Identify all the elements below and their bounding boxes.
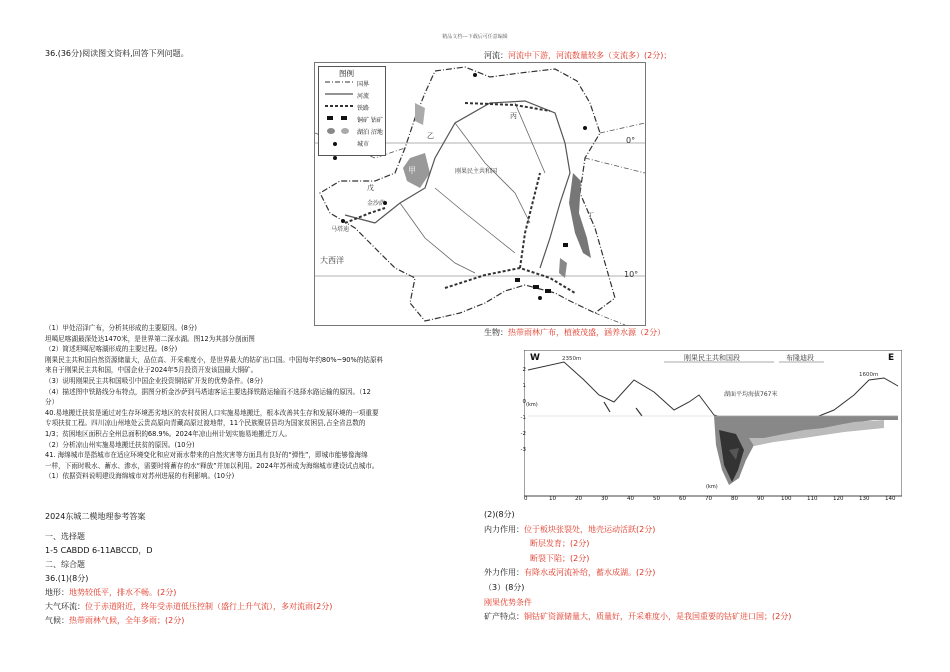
internal-answer-1: 位于板块张裂处，地壳运动活跃(2分) [524,524,656,534]
x-tick: 130 [859,496,870,502]
lat-10-label: 10° [624,270,639,279]
x-tick: 20 [575,496,582,502]
x-tick: 0 [524,496,528,502]
external-label: 外力作用： [484,568,524,578]
country1-label: 刚果民主共和国段 [684,354,740,362]
y-tick: -3 [520,447,526,453]
profile-svg [524,350,902,506]
internal-answer-2: 断层发育；(2分) [530,539,590,549]
legend-city: 城市 [357,141,370,148]
question-line: 41. 海绵城市是指城市在适应环境变化和应对雨水带来的自然灾害等方面具有良好的“弹性”，即城市能够像海绵 [45,451,368,460]
legend-railway: 铁路 [357,105,370,112]
bing-label: 丙 [510,112,517,120]
climate-answer: 热带雨林气候，全年多雨；(2分) [69,616,185,625]
copper-mine [545,289,551,293]
river-label: 河流： [484,51,508,60]
circulation-answer: 位于赤道附近，终年受赤道低压控制（盛行上升气流），多对流雨(2分) [85,602,333,611]
mineral-label: 矿产特点： [484,612,524,622]
terrain-answer: 地势较低平，排水不畅。(2分) [69,588,177,597]
question-line: 来自于刚果民主共和国，中国企业于2024年5月投资开发该国最大铜矿。 [45,366,258,375]
section-comprehensive: 二、综合题 [45,560,85,569]
kinshasa-label: 金沙萨 [367,200,386,207]
east-label: E [888,353,895,363]
question-line: （2）简述坦噶尼喀湖形成的主要过程。(8分) [45,345,178,354]
answer-block-left [45,510,332,628]
mineral-answer: 铜钴矿资源储量大，质量好，开采难度小，是我国重要的钴矿进口国；(2分) [524,612,792,622]
question-line: 刚果民主共和国自然资源储量大，品位高、开采难度小，是世界最大的钴矿出口国。中国每年约80%~90%的钴原料 [45,355,384,364]
x-tick: 140 [885,496,896,502]
matadi-label: 马塔迪 [331,226,350,233]
internal-label: 内力作用： [484,524,524,534]
advantage-heading: 刚果优势条件 [484,597,532,607]
question-block [45,323,485,482]
yi-label: 乙 [427,132,434,140]
x-tick: 110 [807,496,818,502]
climate-label: 气候： [45,616,69,625]
x-tick: 100 [781,496,792,502]
wu-label: 戊 [367,184,374,192]
x-unit: (km) [706,484,718,490]
q3-label: （3）(8分) [484,582,525,592]
city [333,156,337,160]
city [341,219,345,223]
y-unit: (km) [526,402,538,408]
question-line: 40.易地搬迁扶贫是通过对生存环境恶劣地区的农村贫困人口实施易地搬迁，根本改善其生存和发展环境的一项重要 [45,408,379,417]
city [538,296,542,300]
legend-border: 国界 [357,81,370,88]
answer-block-right [484,508,791,625]
question-line: 分） [45,398,59,407]
country-label: 刚果民主共和国 [455,168,498,175]
ding-label: 丁 [587,212,594,220]
question-line: （4）描述图中铁路线分布特点，据图分析金沙萨到马塔迪客运主要选择铁路运输而不选择水路运输的原因。（12 [45,387,371,396]
legend-lake: 湖泊 沼地 [357,129,383,136]
question-line: （2）分析凉山州实施易地搬迁扶贫的原因。(10分) [45,440,195,449]
section-choice: 一、选择题 [45,532,85,541]
question-line: （1）依据资料说明建设海绵城市对苏州进展的有利影响。(10分) [45,472,235,481]
answer-heading: 2024东城二模地理参考答案 [45,512,146,521]
question-line: 1/3；贫困地区面积占全州总面积的68.9%。2024年凉山州计划实施易地搬迁万人。 [45,429,292,438]
west-label: W [530,353,540,363]
lake-level-label: 湖面平均海拔767米 [724,391,778,398]
bio-label: 生物： [484,328,508,337]
map-legend [318,66,386,156]
internal-answer-3: 断裂下陷；(2分) [530,553,590,563]
question-line: 一样，下雨时吸水、蓄水、渗水，需要时将蓄存的水“释放”并加以利用。2024年苏州成为海绵城市建设试点城市。 [45,461,379,470]
lake-profile [520,350,902,506]
question-line: （3）说明刚果民主共和国吸引中国企业投资铜钴矿开发的优势条件。(8分) [45,376,263,385]
lake-south [559,258,567,278]
x-tick: 120 [833,496,844,502]
x-tick: 40 [627,496,634,502]
choice-answers: 1-5 CABDD 6-11ABCCD，D [45,546,153,555]
copper-mine [533,285,539,289]
jia-label: 甲 [408,166,416,175]
railway-central [520,173,540,268]
congo-river [375,101,570,268]
right-peak-label: 1600m [859,372,879,378]
lat-0-label: 0° [626,136,636,145]
x-tick: 60 [679,496,686,502]
q2-label: (2)(8分) [484,510,515,519]
legend-mines: 铜矿 钴矿 [357,117,383,124]
question-line: 坦噶尼喀湖最深处达1470米，是世界第二深水湖。图12为其部分剖面图 [45,334,255,343]
terrain-label: 地形： [45,588,69,597]
y-tick: 0 [522,399,526,405]
x-tick: 50 [653,496,660,502]
x-tick: 80 [731,496,738,502]
y-tick: 1 [522,383,526,389]
x-tick: 90 [757,496,764,502]
x-tick: 10 [549,496,556,502]
city [583,126,587,130]
left-peak-label: 2350m [562,356,582,362]
river-line [484,48,671,64]
country2-label: 布隆迪段 [786,354,814,362]
legend-title: 图例 [339,69,354,78]
question-line: （1）甲处沼泽广布，分析其形成的主要原因。(8分) [45,324,198,332]
q36-title: 36.(36分)阅读图文资料,回答下列问题。 [45,49,189,58]
swamp-north [415,103,425,125]
bio-answer: 热带雨林广布，植被茂盛，涵养水源（2分） [508,328,666,337]
y-tick: -1 [520,415,526,421]
cobalt-mine [515,278,520,282]
question-line: 专项扶贫工程。四川凉山州地处云贵高原向青藏高原过渡地带，11个民族聚居县均为国家贫困县,占全省总数的 [45,419,366,428]
circulation-label: 大气环流： [45,602,85,611]
legend-symbols [323,77,355,153]
y-ticks [518,362,526,458]
external-answer: 有降水或河流补给，蓄水成湖。(2分) [524,568,656,578]
ocean-label: 大西洋 [320,256,344,265]
x-tick: 30 [601,496,608,502]
river-answer: 河流中下游，河流数量较多（支流多）(2分)； [508,51,672,60]
y-tick: 2 [522,367,526,373]
bio-line [484,325,665,341]
y-tick: -2 [520,431,526,437]
cobalt-mine [563,243,568,247]
city [473,73,477,77]
x-tick: 70 [705,496,712,502]
page-header: 精品文档---下载后可任意编辑 [442,34,508,40]
legend-river: 河流 [357,93,370,100]
q36-1-label: 36.(1)(8分) [45,574,89,583]
